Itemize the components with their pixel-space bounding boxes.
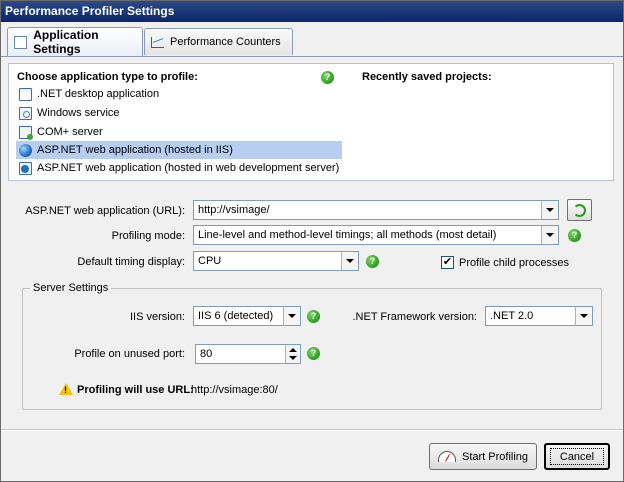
profiling-mode-help-icon[interactable]: ? <box>568 229 581 242</box>
chevron-up-icon[interactable] <box>289 348 297 352</box>
url-value: http://vsimage/ <box>198 204 270 216</box>
iis-version-select[interactable] <box>193 306 301 326</box>
app-type-label: Windows service <box>37 107 120 119</box>
app-type-help-icon[interactable]: ? <box>321 71 334 84</box>
framework-version-label: .NET Framework version: <box>352 311 477 323</box>
tab-strip <box>1 22 623 58</box>
settings-tab-icon <box>14 36 27 49</box>
timing-display-value: CPU <box>198 255 222 267</box>
app-type-heading: Choose application type to profile: <box>17 71 198 83</box>
framework-version-select[interactable] <box>485 306 593 326</box>
recent-projects-heading: Recently saved projects: <box>362 71 492 83</box>
port-value: 80 <box>200 348 213 360</box>
app-type-label: COM+ server <box>37 126 103 138</box>
app-type-windows-service[interactable] <box>16 104 342 122</box>
profiling-url-value: http://vsimage:80/ <box>191 384 278 396</box>
web-server-icon <box>19 162 32 175</box>
tab-label: Performance Counters <box>170 36 281 48</box>
footer-divider-highlight <box>1 430 623 431</box>
profile-child-processes-label: Profile child processes <box>459 257 570 269</box>
app-type-aspnet-dev-server[interactable] <box>16 159 342 177</box>
application-type-panel <box>8 63 614 181</box>
url-label: ASP.NET web application (URL): <box>25 205 185 217</box>
app-type-dotnet-desktop[interactable] <box>16 85 342 103</box>
app-type-label: .NET desktop application <box>37 88 160 100</box>
port-help-icon[interactable]: ? <box>307 347 320 360</box>
start-profiling-label: Start Profiling <box>461 450 529 463</box>
service-icon <box>19 107 32 120</box>
server-settings-title: Server Settings <box>30 282 111 294</box>
refresh-icon <box>573 204 586 217</box>
app-type-com-server[interactable] <box>16 123 342 141</box>
port-stepper[interactable] <box>195 344 301 364</box>
cancel-button[interactable] <box>544 443 610 470</box>
iis-version-value: IIS 6 (detected) <box>198 310 274 322</box>
start-profiling-button[interactable] <box>429 443 537 470</box>
refresh-button[interactable] <box>567 199 592 221</box>
focus-rectangle <box>550 448 604 465</box>
url-combobox[interactable] <box>193 200 559 220</box>
timing-display-help-icon[interactable]: ? <box>366 255 379 268</box>
chevron-down-icon[interactable] <box>341 252 358 270</box>
chart-icon <box>151 37 164 48</box>
port-spin-buttons[interactable] <box>285 345 300 363</box>
profiling-mode-label: Profiling mode: <box>111 230 185 242</box>
window-title: Performance Profiler Settings <box>1 1 623 22</box>
tab-performance-counters[interactable] <box>144 28 293 55</box>
app-type-label: ASP.NET web application (hosted in IIS) <box>37 144 233 156</box>
globe-icon <box>19 144 32 157</box>
tab-label: Application Settings <box>33 28 99 56</box>
chevron-down-icon[interactable] <box>289 356 297 360</box>
iis-version-help-icon[interactable]: ? <box>307 310 320 323</box>
chevron-down-icon[interactable] <box>541 226 558 244</box>
tab-divider <box>1 56 623 57</box>
profiling-url-label: Profiling will use URL: <box>77 384 194 396</box>
cancel-label: Cancel <box>559 450 595 463</box>
warning-mark: ! <box>64 385 67 395</box>
tab-application-settings[interactable] <box>7 27 143 56</box>
chevron-down-icon[interactable] <box>283 307 300 325</box>
timing-display-label: Default timing display: <box>77 256 185 268</box>
profiling-mode-select[interactable] <box>193 225 559 245</box>
port-label: Profile on unused port: <box>74 348 185 360</box>
window-icon <box>19 88 32 101</box>
profiling-mode-value: Line-level and method-level timings; all methods (most detail) <box>198 229 497 241</box>
chevron-down-icon[interactable] <box>541 201 558 219</box>
timing-display-select[interactable] <box>193 251 359 271</box>
chevron-down-icon[interactable] <box>575 307 592 325</box>
app-type-aspnet-iis[interactable] <box>16 141 342 159</box>
framework-version-value: .NET 2.0 <box>490 310 534 322</box>
app-type-label: ASP.NET web application (hosted in web development server) <box>37 162 340 174</box>
com-server-icon <box>19 126 32 139</box>
iis-version-label: IIS version: <box>129 311 185 323</box>
gauge-icon <box>438 451 456 462</box>
profile-child-processes-checkbox[interactable]: ✔ <box>442 256 453 268</box>
